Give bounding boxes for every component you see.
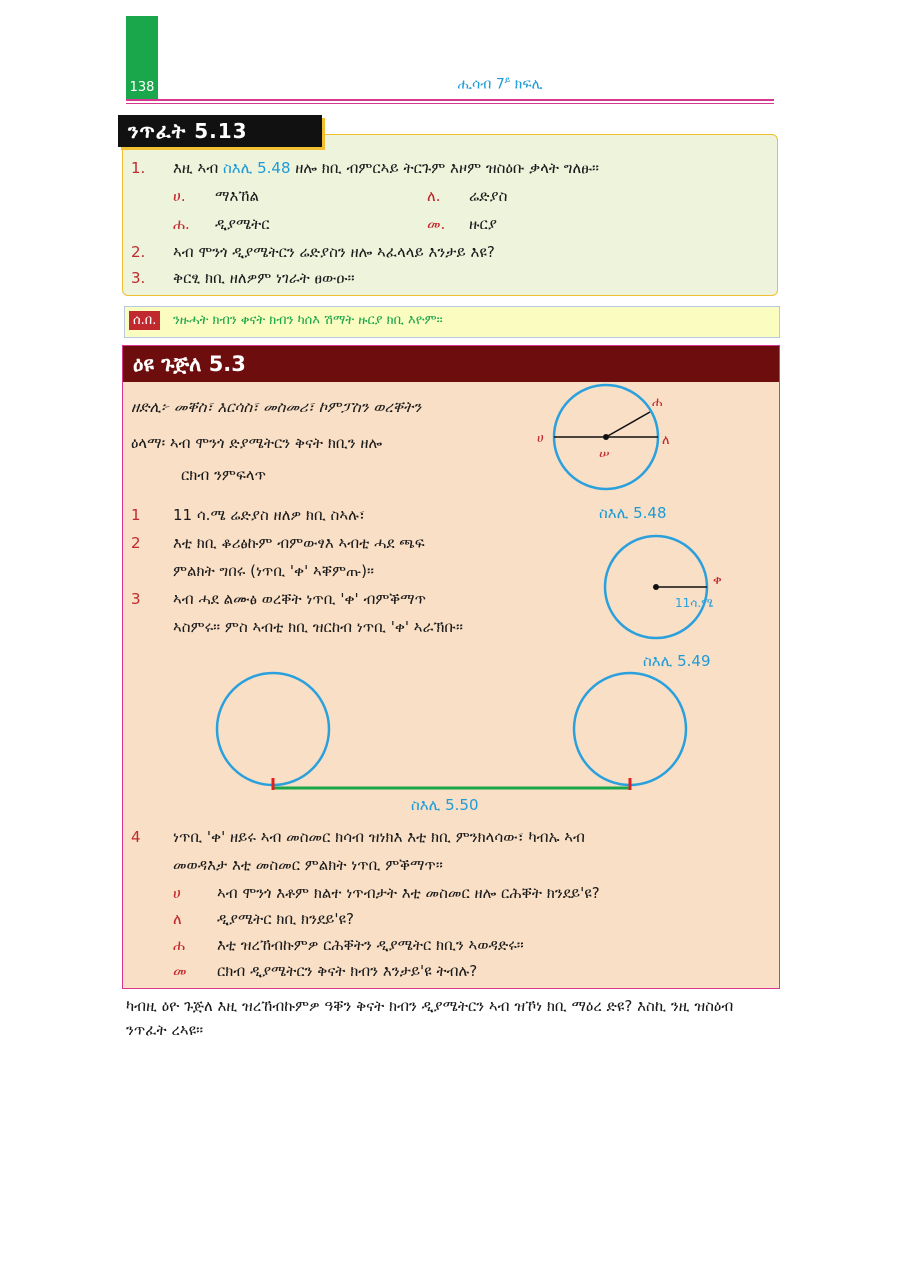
figure-5-50 [203, 666, 703, 796]
step-4-text-2: መወዳእታ እቲ መስመር ምልክት ነጥቢ ምቕማጥ። [173, 856, 443, 874]
center-point [603, 434, 609, 440]
opt-c-text: ዲያሜትር [215, 215, 270, 233]
sub-d-text: ርክብ ዲያሜትርን ቅናት ክብን እንታይ'ዩ ትብሉ? [217, 962, 478, 980]
q1-number: 1. [131, 159, 146, 177]
running-header [400, 76, 600, 93]
header-title: ሒሳብ 7 [457, 76, 505, 93]
label-top: ሐ [652, 395, 663, 410]
sub-a-text: ኣብ ሞንጎ እቶም ክልተ ነጥብታት እቲ መስመር ዘሎ ርሕቐት ክንደይ'ዩ? [217, 884, 600, 902]
group-activity-box [122, 345, 780, 989]
step-1-number: 1 [131, 506, 141, 524]
circle-end [574, 673, 686, 785]
step-2-text: እቲ ክቢ ቆሪፅኩም ብምውፃእ ኣብቲ ሓደ ጫፍ [173, 534, 425, 552]
opt-b-text: ሬድያስ [469, 187, 508, 205]
sub-b-text: ዲያሜትር ክቢ ክንደይ'ዩ? [217, 910, 354, 928]
activity-title: ዕዩ ጉጅለ 5.3 [123, 346, 779, 382]
q1-figure-ref: ስእሊ 5.48 [223, 159, 291, 177]
step-3-text: ኣብ ሓደ ልሙፅ ወረቐት ነጥቢ 'ቀ' ብምቕማጥ [173, 590, 426, 608]
note-text: ንዙሓት ክብን ቀናት ክብን ካሰእ ሽማት ዙርያ ክቢ እዮም። [173, 313, 443, 328]
header-rule-thin [126, 103, 774, 104]
header-rule [126, 99, 774, 101]
step-3-text-2: ኣስምሩ። ምስ ኣብቲ ክቢ ዝርከብ ነጥቢ 'ቀ' ኣራኽቡ። [173, 618, 463, 636]
step-2-text-2: ምልክት ግበሩ (ነጥቢ 'ቀ' ኣቐምጡ)። [173, 562, 374, 580]
q2-number: 2. [131, 243, 146, 261]
note-tag: ሰ.በ. [129, 311, 160, 330]
opt-d-text: ዙርያ [469, 215, 497, 233]
page-number: 138 [129, 80, 155, 95]
opt-a-text: ማእኸል [215, 187, 259, 205]
opt-c-letter: ሐ. [173, 215, 190, 233]
teacher-note [124, 306, 780, 338]
header-title-sup: ይ [504, 76, 511, 86]
step-1-text: 11 ሳ.ሜ ሬድያስ ዘለዎ ክቢ ስኣሉ፣ [173, 506, 365, 524]
step-2-number: 2 [131, 534, 141, 552]
figure-5-49-caption: ስእሊ 5.49 [643, 652, 711, 670]
opt-a-letter: ሀ. [173, 187, 186, 205]
activity-aim-2: ርክብ ንምፍላጥ [181, 466, 266, 484]
q3-number: 3. [131, 269, 146, 287]
point-q-label: ቀ [713, 573, 722, 588]
activity-aim: ዕላማ፡ ኣብ ሞንጎ ድያሜትርን ቅናት ክቢን ዘሎ [131, 434, 383, 452]
exercise-box [122, 134, 778, 296]
opt-d-letter: መ. [427, 215, 446, 233]
label-left: ሀ [537, 431, 544, 446]
radius-line [606, 412, 650, 437]
figure-5-50-caption: ስእሊ 5.50 [411, 796, 479, 814]
radius-label: 11ሳ.ሜ [675, 596, 714, 610]
opt-b-letter: ለ. [427, 187, 441, 205]
label-right: ለ [662, 433, 670, 448]
sub-c-text: እቲ ዝረኸብኩምዎ ርሕቐትን ዲያሜትር ክቢን ኣወዳድሩ። [217, 936, 524, 954]
q3-text: ቅርፂ ክቢ ዘለዎም ነገራት ፀውዑ። [173, 269, 355, 287]
circle-start [217, 673, 329, 785]
q1-pre: እዚ ኣብ [173, 159, 223, 177]
q2-text: ኣብ ሞንጎ ዲያሜትርን ሬድያስን ዘሎ ኣፈላላይ እንታይ እዩ? [173, 243, 495, 261]
step-3-number: 3 [131, 590, 141, 608]
activity-materials: ዘድሊ፦ መቐስ፣ እርሳስ፣ መስመሪ፣ ኮምፓስን ወረቐትን [131, 398, 422, 416]
figure-5-49 [601, 534, 751, 644]
step-4-text: ነጥቢ 'ቀ' ዘይሩ ኣብ መስመር ክሳብ ዝነክእ እቲ ክቢ ምንክላሳው፣ ካብኡ ኣብ [173, 828, 585, 846]
closing-paragraph: ካብዚ ዕዮ ጉጅለ እዚ ዝረኸብኩምዎ ዓቐን ቅናት ክብን ዲያሜትርን ኣብ ዝኾነ ክቢ ማዕረ ድዩ? እስኪ ንዚ ዝስዕብ ንጥፈት ረኣዩ። [126, 997, 734, 1039]
figure-5-48-caption: ስእሊ 5.48 [599, 504, 667, 522]
sub-b-letter: ለ [173, 910, 182, 928]
q1-text [173, 159, 768, 177]
figure-5-48 [537, 382, 703, 502]
sub-c-letter: ሐ [173, 936, 186, 954]
exercise-title: ንጥፈት 5.13 [118, 115, 322, 147]
sub-d-letter: መ [173, 962, 187, 980]
center-5-49 [653, 584, 659, 590]
label-center: ሠ [599, 447, 610, 462]
q1-post: ዘሎ ክቢ ብምርኣይ ትርጉም እዞም ዝስዕቡ ቃላት ግለፁ። [290, 159, 600, 177]
sub-a-letter: ሀ [173, 884, 181, 902]
header-title-tail: ክፍሊ [510, 76, 543, 93]
step-4-number: 4 [131, 828, 141, 846]
